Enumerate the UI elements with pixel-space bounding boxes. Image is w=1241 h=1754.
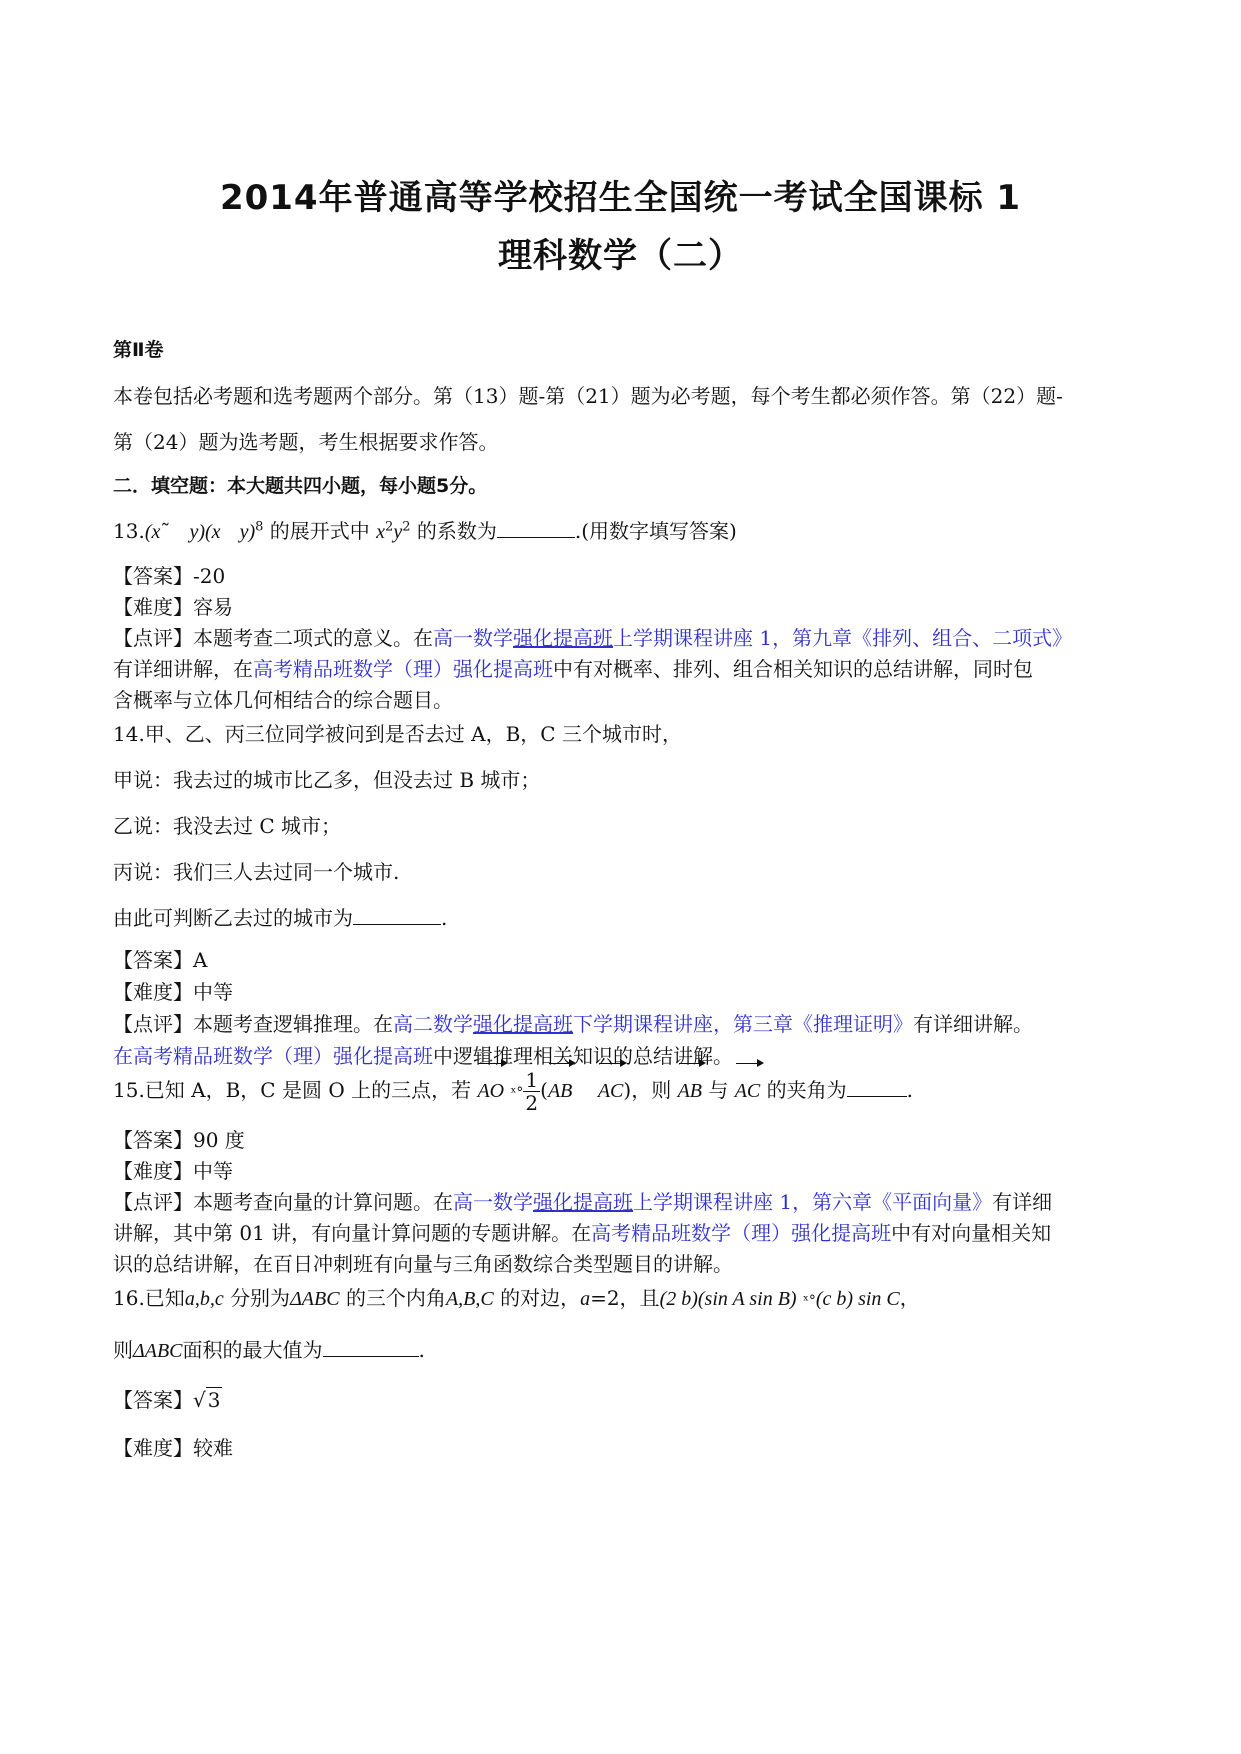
section-heading: 第Ⅱ卷 [113, 339, 164, 361]
q14-answer-blank [353, 906, 441, 925]
q13-text-2: 的系数为 [416, 519, 497, 543]
q15-text-5: . [906, 1078, 913, 1102]
q16-line-2 [113, 1334, 1133, 1363]
q15-link-exam-class[interactable]: 高考精品班数学（理）强化提高班 [591, 1221, 892, 1245]
q15-text-1: 15.已知 A，B，C 是圆 O 上的三点，若 [113, 1078, 472, 1102]
q16-glyph: ˣ° [802, 1293, 816, 1309]
q14-line-3: 乙说：我没去过 C 城市； [113, 814, 342, 838]
q15-review-l2b: 中有对向量相关知 [891, 1221, 1052, 1245]
q13-expr-c: y) [239, 521, 256, 543]
q13-review-label: 【点评】本题考查二项式的意义。在 [113, 626, 433, 650]
q13-y: y [393, 521, 403, 543]
q16-abc: a,b,c [184, 1288, 224, 1310]
q16-text-2: 分别为 [230, 1286, 291, 1310]
q14-line-4: 丙说：我们三人去过同一个城市. [113, 860, 400, 884]
q15-text-3: 与 [708, 1078, 729, 1102]
q14-line-2: 甲说：我去过的城市比乙多，但没去过 B 城市； [113, 768, 541, 792]
q15-vector-ao: AO [477, 1065, 504, 1117]
q16-expr-1: (2 b)(sin A sin B) [659, 1288, 797, 1310]
q13-review-l2a: 有详细讲解，在 [113, 657, 253, 681]
q16-text-6: ， [899, 1286, 920, 1310]
q14-review-tail: 有详细讲解。 [913, 1012, 1033, 1036]
q13-exp-2a: 2 [385, 519, 394, 535]
q15-review-line-3: 识的总结讲解，在百日冲刺班有向量与三角函数综合类型题目的讲解。 [113, 1252, 733, 1276]
q16-difficulty: 【难度】较难 [113, 1436, 233, 1460]
q15-review-label: 【点评】本题考查向量的计算问题。在 [113, 1190, 453, 1214]
q13-review-line-3: 含概率与立体几何相结合的综合题目。 [113, 688, 453, 712]
q13-difficulty: 【难度】容易 [113, 595, 233, 619]
q13-expr-b: y)(x [189, 521, 221, 543]
q15-vector-ab-2: AB [678, 1065, 702, 1117]
q13-exp-2b: 2 [402, 519, 411, 535]
q16-line-2-end: . [418, 1338, 425, 1362]
q14-link-lecture[interactable]: 下学期课程讲座，第三章《推理证明》 [573, 1012, 913, 1036]
q14-link-exam-class[interactable]: 在高考精品班数学（理）强化提高班 [113, 1044, 433, 1068]
q13-text-3: .(用数字填写答案) [574, 519, 737, 543]
q15-glyph: ˣ° [510, 1085, 524, 1101]
q13-review-l2b: 中有对概率、排列、组合相关知识的总结讲解，同时包 [553, 657, 1033, 681]
q13-expr-tilde: ˜ [160, 519, 171, 543]
q14-link-class[interactable]: 强化提高班 [473, 1012, 573, 1036]
q13-link-class[interactable]: 强化提高班 [513, 626, 613, 650]
q13-number: 13. [113, 519, 145, 543]
q15-link-class[interactable]: 强化提高班 [533, 1190, 633, 1214]
fill-in-heading: 二．填空题：本大题共四小题，每小题5分。 [113, 475, 488, 497]
q13-text-1: 的展开式中 [269, 519, 370, 543]
q15-text-4: 的夹角为 [766, 1078, 847, 1102]
q15-review-line-2 [113, 1217, 1133, 1246]
q16-answer [113, 1384, 1133, 1413]
q16-line-2-b: 面积的最大值为 [182, 1338, 323, 1362]
q13-review-line-2 [113, 653, 1133, 682]
q16-angles: A,B,C [445, 1288, 494, 1310]
q16-a: a [580, 1288, 591, 1310]
q15-vector-ab: AB [548, 1065, 572, 1117]
q15-vector-ac: AC [598, 1065, 624, 1117]
q14-difficulty: 【难度】中等 [113, 980, 233, 1004]
q15-link-lecture[interactable]: 上学期课程讲座 1，第六章《平面向量》 [633, 1190, 993, 1214]
q16-answer-label: 【答案】 [113, 1388, 193, 1412]
q15-answer-blank [847, 1078, 907, 1097]
question-13 [113, 515, 1133, 544]
q16-answer-value: 3 [207, 1388, 221, 1412]
q16-text-1: 16.已知 [113, 1286, 185, 1310]
q15-review-l2a: 讲解，其中第 01 讲，有向量计算问题的专题讲解。在 [113, 1221, 592, 1245]
q13-expr-a: (x [144, 521, 161, 543]
q15-paren-close: ) [623, 1078, 632, 1102]
q14-line-5-end: . [441, 906, 448, 930]
q16-text-3: 的三个内角 [345, 1286, 446, 1310]
q13-review-line-1 [113, 622, 1133, 651]
q15-review-line-1 [113, 1186, 1133, 1215]
q15-difficulty: 【难度】中等 [113, 1159, 233, 1183]
question-15 [113, 1064, 1133, 1116]
q13-link-lecture[interactable]: 上学期课程讲座 1，第九章《排列、组合、二项式》 [613, 626, 1073, 650]
intro-line-2: 第（24）题为选考题，考生根据要求作答。 [113, 430, 499, 454]
q14-review-l2b: 中逻辑推理相关知识的总结讲解。 [433, 1044, 733, 1068]
q16-line-2-a: 则 [113, 1338, 133, 1362]
q15-vector-ac-2: AC [735, 1065, 761, 1117]
q15-answer: 【答案】90 度 [113, 1128, 245, 1152]
q15-link-grade[interactable]: 高一数学 [453, 1190, 533, 1214]
q15-text-2: ，则 [631, 1078, 672, 1102]
page-subtitle: 理科数学（二） [498, 236, 743, 276]
q14-line-5 [113, 902, 1133, 931]
q13-answer-blank [497, 519, 575, 538]
page-title: 2014年普通高等学校招生全国统一考试全国课标 1 [219, 178, 1022, 218]
q16-expr-2: (c b) sin C [815, 1288, 900, 1310]
q13-exponent-8: 8 [255, 519, 264, 535]
q14-link-grade[interactable]: 高二数学 [393, 1012, 473, 1036]
q16-sqrt: √ 3 [193, 1388, 221, 1412]
q16-line-2-triangle: ΔABC [133, 1340, 183, 1362]
q16-text-4: 的对边， [500, 1286, 581, 1310]
q13-answer: 【答案】-20 [113, 564, 226, 588]
q14-line-1: 14.甲、乙、丙三位同学被问到是否去过 A，B，C 三个城市时， [113, 722, 682, 746]
q15-paren-open: ( [540, 1078, 548, 1102]
q16-answer-blank [323, 1338, 419, 1357]
question-16 [113, 1282, 1133, 1311]
q15-review-tail: 有详细 [992, 1190, 1053, 1214]
q16-triangle: ΔABC [290, 1288, 340, 1310]
q13-x: x [376, 521, 386, 543]
q14-answer: 【答案】A [113, 948, 208, 972]
q15-frac-num: 1 [525, 1068, 539, 1092]
q14-review-line-1 [113, 1008, 1133, 1037]
q15-fraction [523, 1069, 540, 1114]
q14-review-label: 【点评】本题考查逻辑推理。在 [113, 1012, 393, 1036]
q16-text-5: =2，且 [590, 1286, 660, 1310]
q14-line-5-text: 由此可判断乙去过的城市为 [113, 906, 353, 930]
q13-link-exam-class[interactable]: 高考精品班数学（理）强化提高班 [253, 657, 553, 681]
q15-frac-den: 2 [525, 1091, 539, 1115]
q13-link-grade[interactable]: 高一数学 [433, 626, 513, 650]
intro-line-1: 本卷包括必考题和选考题两个部分。第（13）题-第（21）题为必考题，每个考生都必须作答。第（22）题- [113, 384, 1063, 408]
